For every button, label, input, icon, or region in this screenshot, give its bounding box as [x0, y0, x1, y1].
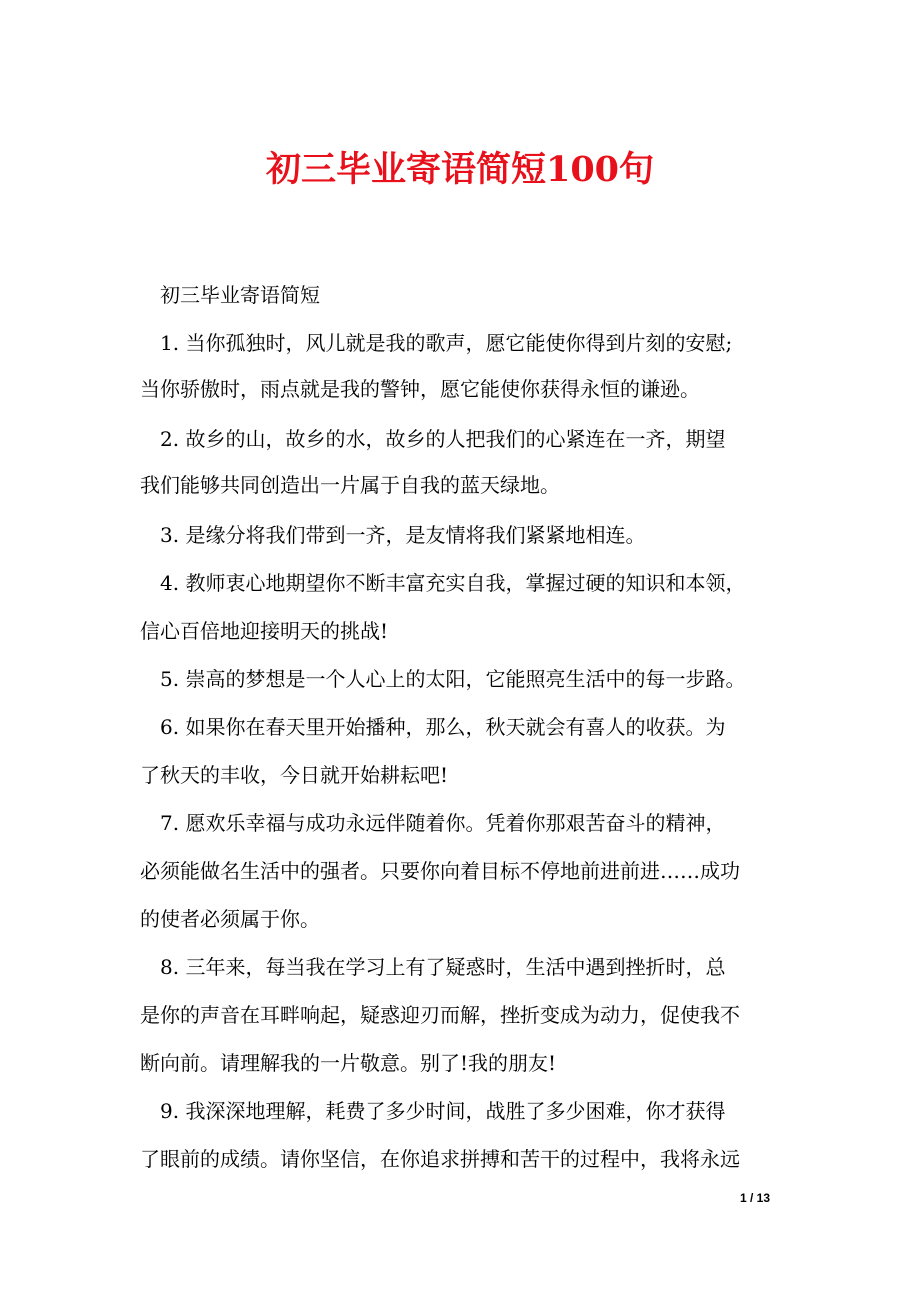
paragraph-line: 5. 崇高的梦想是一个人心上的太阳，它能照亮生活中的每一步路。 — [160, 667, 746, 691]
page-title: 初三毕业寄语简短100句 — [265, 149, 655, 190]
paragraph-line: 我们能够共同创造出一片属于自我的蓝天绿地。 — [140, 473, 560, 497]
paragraph-line: 必须能做名生活中的强者。只要你向着目标不停地前进前进……成功 — [140, 859, 740, 883]
paragraph-line: 信心百倍地迎接明天的挑战! — [140, 619, 389, 643]
paragraph-line: 9. 我深深地理解，耗费了多少时间，战胜了多少困难，你才获得 — [160, 1099, 726, 1123]
page-number: 1 / 13 — [740, 1191, 771, 1205]
paragraph-line: 8. 三年来，每当我在学习上有了疑惑时，生活中遇到挫折时，总 — [160, 955, 726, 979]
paragraph-line: 是你的声音在耳畔响起，疑惑迎刃而解，挫折变成为动力，促使我不 — [140, 1003, 740, 1027]
paragraph-line: 当你骄傲时，雨点就是我的警钟，愿它能使你获得永恒的谦逊。 — [140, 377, 700, 401]
paragraph-line: 了眼前的成绩。请你坚信，在你追求拼搏和苦干的过程中，我将永远 — [140, 1147, 740, 1171]
paragraph-line: 断向前。请理解我的一片敬意。别了!我的朋友! — [140, 1051, 557, 1075]
intro-heading: 初三毕业寄语简短 — [160, 283, 320, 307]
paragraph-line: 6. 如果你在春天里开始播种，那么，秋天就会有喜人的收获。为 — [160, 715, 726, 739]
paragraph-line: 了秋天的丰收，今日就开始耕耘吧! — [140, 763, 449, 787]
paragraph-line: 2. 故乡的山，故乡的水，故乡的人把我们的心紧连在一齐，期望 — [160, 427, 726, 451]
paragraph-line: 的使者必须属于你。 — [140, 907, 320, 931]
paragraph-line: 3. 是缘分将我们带到一齐，是友情将我们紧紧地相连。 — [160, 523, 646, 547]
paragraph-line: 1. 当你孤独时，风儿就是我的歌声，愿它能使你得到片刻的安慰; — [160, 331, 733, 355]
paragraph-line: 7. 愿欢乐幸福与成功永远伴随着你。凭着你那艰苦奋斗的精神， — [160, 811, 726, 835]
paragraph-line: 4. 教师衷心地期望你不断丰富充实自我，掌握过硬的知识和本领， — [160, 571, 746, 595]
